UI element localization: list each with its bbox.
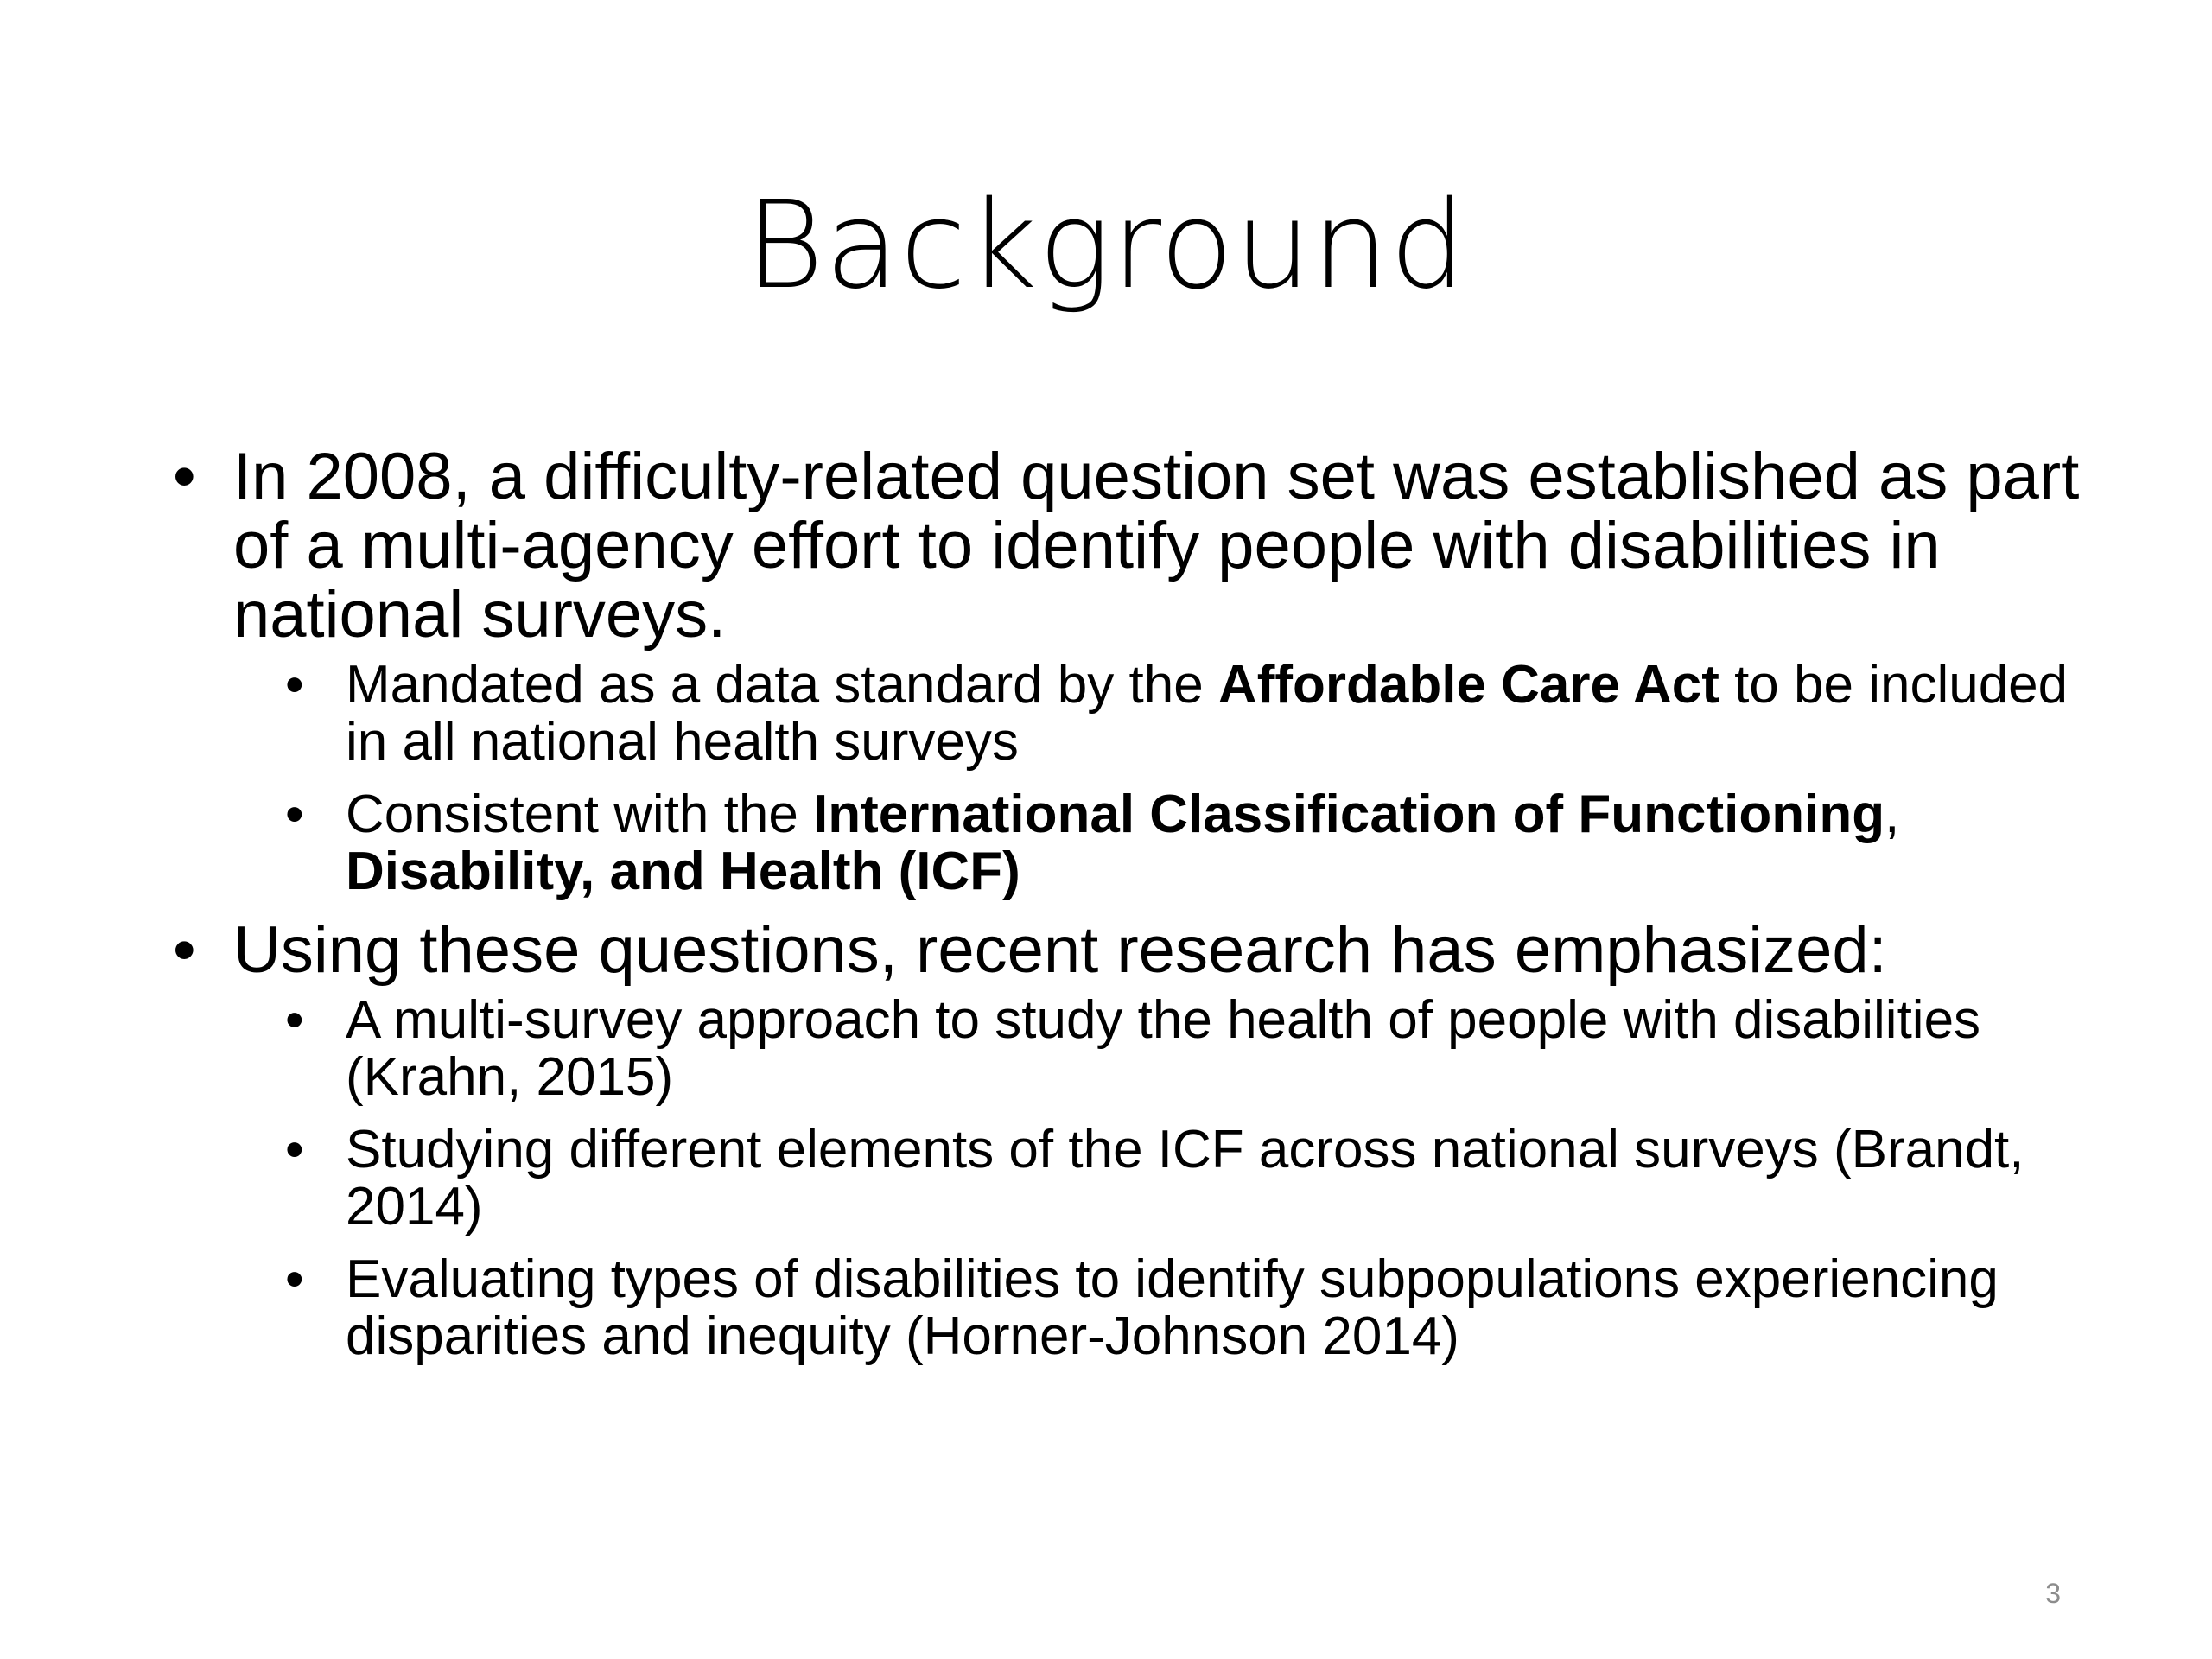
sub-bullet-item-2-1 xyxy=(285,992,2108,1106)
sub-bullet-item-1-2 xyxy=(285,786,2108,900)
sub-bullet-text: Studying different elements of the ICF across national surveys (Brandt, 2014) xyxy=(346,1120,2024,1236)
sub-bullet-marker: • xyxy=(285,655,304,715)
sub-bullet-text-bold: Affordable Care Act xyxy=(1217,655,1719,715)
slide-title: Background xyxy=(745,175,1467,316)
sub-bullet-marker: • xyxy=(285,990,304,1050)
bullet-item-2 xyxy=(173,913,2108,987)
sub-bullet-marker: • xyxy=(285,1249,304,1309)
sub-bullet-item-2-3 xyxy=(285,1251,2108,1365)
sub-bullet-list-2 xyxy=(285,992,2108,1365)
bullet-item-1 xyxy=(173,442,2108,650)
bullet-marker: • xyxy=(173,913,196,987)
bullet-text-2: Using these questions, recent research has emphasized: xyxy=(233,913,1887,987)
sub-bullet-item-2-2 xyxy=(285,1122,2108,1236)
page-number: 3 xyxy=(2045,1578,2061,1609)
sub-bullet-text-mid: , xyxy=(1885,785,1900,844)
bullet-text-1: In 2008, a difficulty-related question set was established as part of a multi-agency effort to identify people with disabilities in national surveys. xyxy=(233,440,2080,652)
sub-bullet-text: Evaluating types of disabilities to identify subpopulations experiencing disparities and inequity (Horner-Johnson 2014) xyxy=(346,1249,1999,1366)
sub-bullet-marker: • xyxy=(285,785,304,844)
sub-bullet-text-post: to be included in all national health surveys xyxy=(346,655,2069,772)
sub-bullet-text-pre: Mandated as a data standard by the xyxy=(346,655,1218,715)
bullet-marker: • xyxy=(173,440,196,513)
sub-bullet-text: A multi-survey approach to study the health of people with disabilities (Krahn, 2015) xyxy=(346,990,1981,1107)
sub-bullet-text-bold: International Classification of Functioning xyxy=(813,785,1885,844)
bullet-list xyxy=(173,442,2108,1381)
sub-bullet-item-1-1 xyxy=(285,657,2108,771)
sub-bullet-marker: • xyxy=(285,1120,304,1179)
sub-bullet-text-bold-2: Disability, and Health (ICF) xyxy=(346,842,1020,901)
sub-bullet-list-1 xyxy=(285,657,2108,900)
sub-bullet-text-pre: Consistent with the xyxy=(346,785,814,844)
